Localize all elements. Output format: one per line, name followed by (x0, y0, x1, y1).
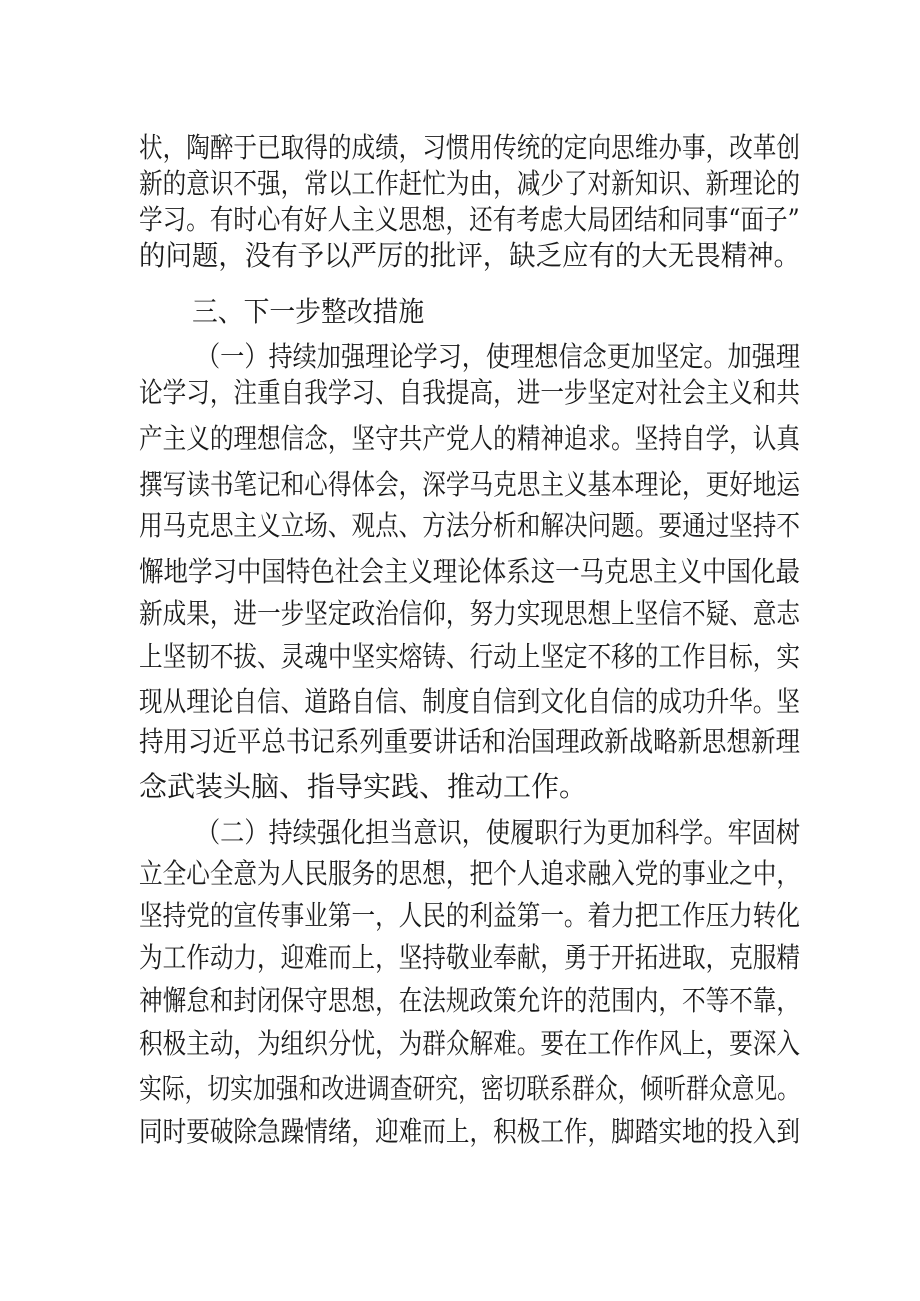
paragraph-line: （一）持续加强理论学习，使理想信念更加坚定。加强理 (196, 340, 801, 373)
paragraph-line: 积极主动，为组织分忧，为群众解难。要在工作作风上，要深入 (139, 1027, 801, 1060)
paragraph-line: 现从理论自信、道路自信、制度自信到文化自信的成功升华。坚 (139, 685, 801, 718)
paragraph-line: 实际，切实加强和改进调查研究，密切联系群众，倾听群众意见。 (139, 1072, 800, 1105)
paragraph-line: 新成果，进一步坚定政治信仰，努力实现思想上坚信不疑、意志 (139, 597, 801, 630)
paragraph-line: 持用习近平总书记系列重要讲话和治国理政新战略新思想新理 (139, 725, 800, 758)
paragraph-line: 新的意识不强，常以工作赶忙为由，减少了对新知识、新理论的 (139, 167, 801, 200)
paragraph-line: 懈地学习中国特色社会主义理论体系这一马克思主义中国化最 (139, 555, 800, 588)
paragraph-line: 论学习，注重自我学习、自我提高，进一步坚定对社会主义和共 (139, 376, 801, 409)
paragraph-line: 撰写读书笔记和心得体会，深学马克思主义基本理论，更好地运 (139, 468, 801, 501)
paragraph-line: 的问题，没有予以严厉的批评，缺乏应有的大无畏精神。 (139, 239, 801, 272)
paragraph-line: 念武装头脑、指导实践、推动工作。 (139, 770, 588, 803)
paragraph-line: 同时要破除急躁情绪，迎难而上，积极工作，脚踏实地的投入到 (139, 1115, 801, 1148)
paragraph-line: 为工作动力，迎难而上，坚持敬业奉献，勇于开拓进取，克服精 (139, 941, 801, 974)
paragraph-line: （二）持续强化担当意识，使履职行为更加科学。牢固树 (196, 816, 801, 849)
paragraph-line: 学习。有时心有好人主义思想，还有考虑大局团结和同事“面子” (139, 203, 800, 236)
paragraph-line: 上坚韧不拔、灵魂中坚实熔铸、行动上坚定不移的工作目标，实 (139, 640, 801, 673)
paragraph-line: 立全心全意为人民服务的思想，把个人追求融入党的事业之中， (139, 857, 801, 890)
paragraph-line: 产主义的理想信念，坚守共产党人的精神追求。坚持自学，认真 (139, 422, 801, 455)
section-heading: 三、下一步整改措施 (192, 295, 425, 328)
paragraph-line: 用马克思主义立场、观点、方法分析和解决问题。要通过坚持不 (139, 509, 801, 542)
paragraph-line: 状，陶醉于已取得的成绩，习惯用传统的定向思维办事，改革创 (139, 131, 801, 164)
paragraph-line: 神懈怠和封闭保守思想，在法规政策允许的范围内，不等不靠， (139, 984, 801, 1017)
paragraph-line: 坚持党的宣传事业第一，人民的利益第一。着力把工作压力转化 (139, 899, 801, 932)
